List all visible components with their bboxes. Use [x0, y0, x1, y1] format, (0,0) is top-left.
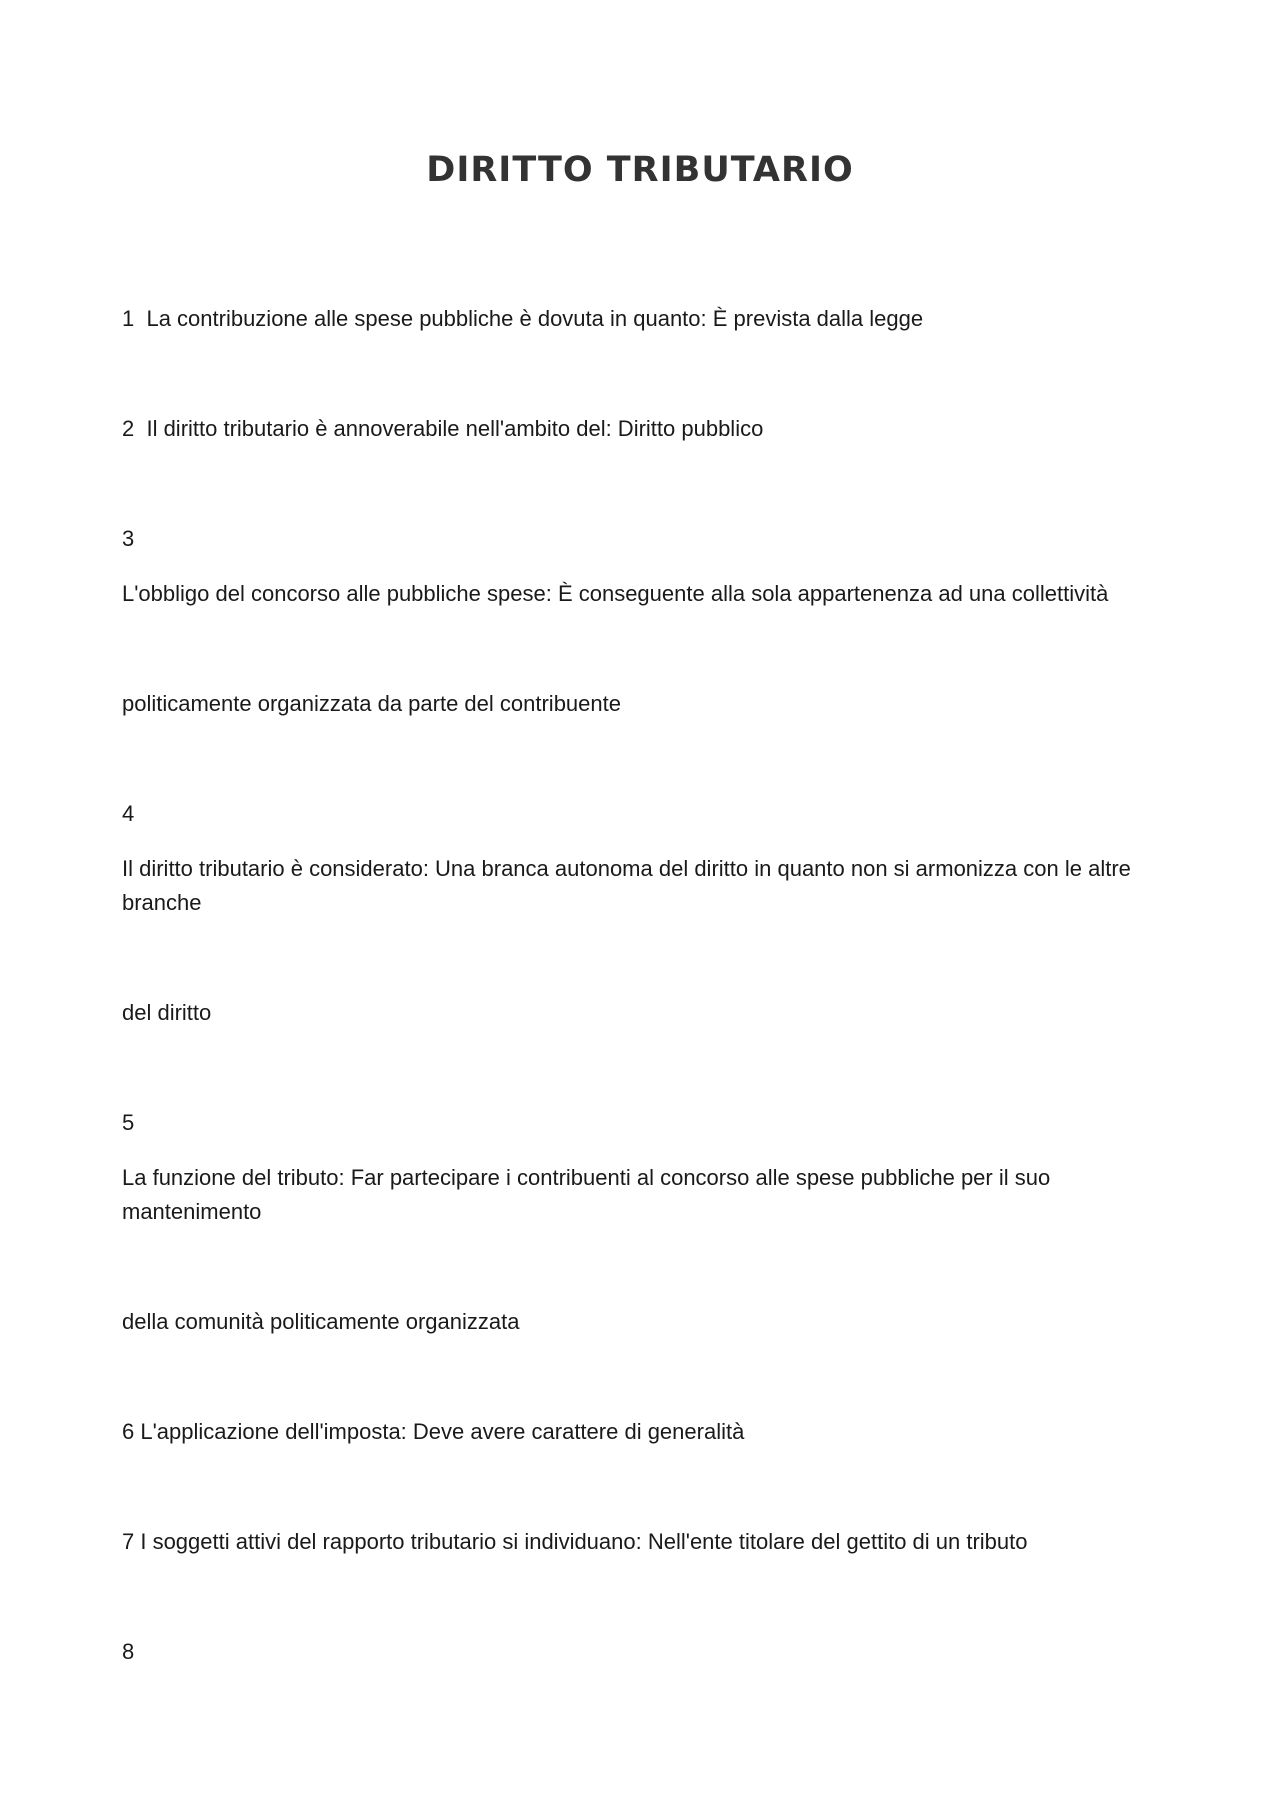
- document-title: DIRITTO TRIBUTARIO: [426, 150, 854, 190]
- question-line-3a: L'obbligo del concorso alle pubbliche spese: È conseguente alla sola appartenenza ad una collettività: [122, 581, 1109, 606]
- question-line-6: 6 L'applicazione dell'imposta: Deve avere carattere di generalità: [122, 1419, 745, 1444]
- question-line-2: 2 Il diritto tributario è annoverabile nell'ambito del: Diritto pubblico: [122, 416, 764, 441]
- question-line-3b: politicamente organizzata da parte del contribuente: [122, 691, 621, 716]
- question-number-4: 4: [122, 801, 135, 826]
- question-line-7: 7 I soggetti attivi del rapporto tributario si individuano: Nell'ente titolare del gettito di un tributo: [122, 1529, 1028, 1554]
- question-line-1: 1 La contribuzione alle spese pubbliche è dovuta in quanto: È prevista dalla legge: [122, 306, 924, 331]
- question-line-4a: Il diritto tributario è considerato: Una branca autonoma del diritto in quanto non si armonizza con le altre branche: [122, 856, 1138, 915]
- question-line-4b: del diritto: [122, 1000, 212, 1025]
- question-number-8: 8: [122, 1639, 135, 1664]
- question-number-5: 5: [122, 1110, 135, 1135]
- question-number-3: 3: [122, 526, 135, 551]
- question-line-5b: della comunità politicamente organizzata: [122, 1309, 520, 1334]
- question-line-5a: La funzione del tributo: Far partecipare i contribuenti al concorso alle spese pubbliche per il suo mantenimento: [122, 1165, 1057, 1224]
